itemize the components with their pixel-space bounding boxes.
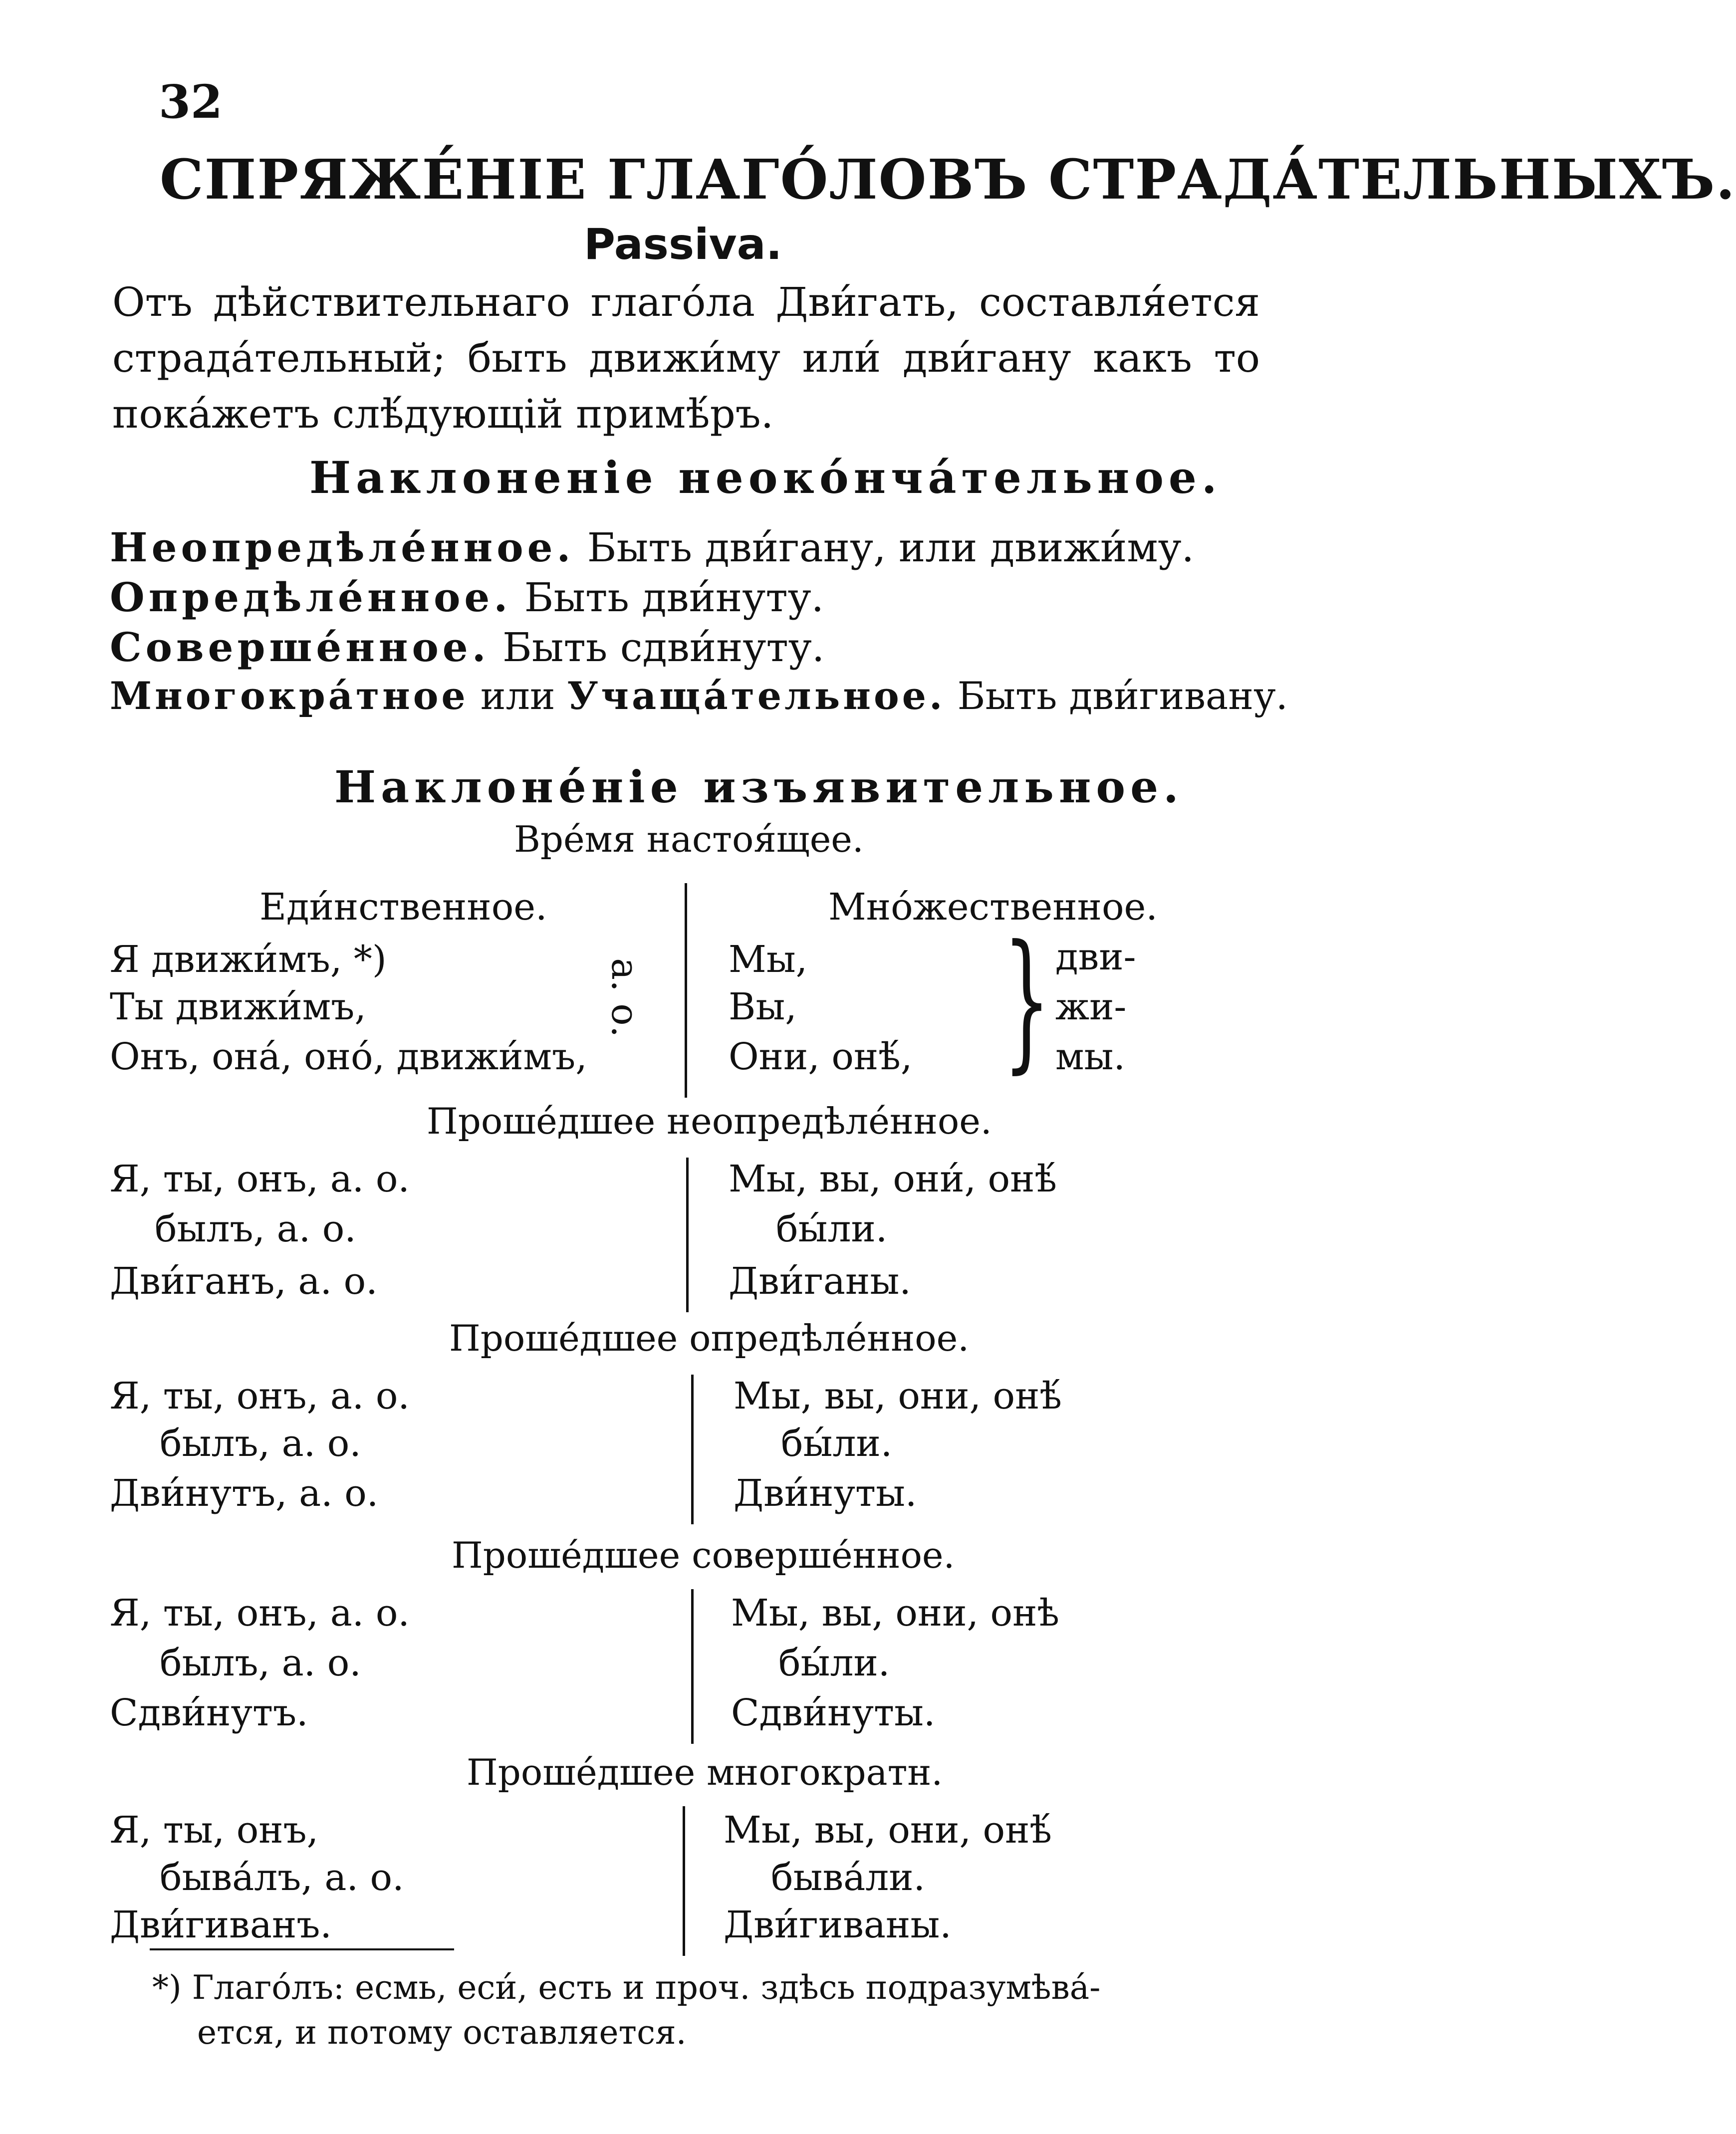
infinitive-row <box>110 674 1288 718</box>
present-sing-line: Ты движи́мъ, <box>110 985 366 1028</box>
tense-heading: Проше́дшее многократн. <box>467 1751 943 1793</box>
row-key: Соверше́нное. <box>110 624 490 671</box>
tense-left-line: былъ, а. о. <box>155 1207 356 1250</box>
row-mid: или <box>480 674 555 718</box>
tense-left-line: Дви́ганъ, а. о. <box>110 1260 378 1303</box>
tense-left-line: быва́лъ, а. о. <box>160 1856 404 1899</box>
page-subtitle: Passiva. <box>584 220 782 269</box>
tense-heading: Проше́дшее неопредѣле́нное. <box>427 1100 992 1142</box>
column-divider <box>683 1806 685 1956</box>
tense-left-line: Дви́гиванъ. <box>110 1903 332 1946</box>
tense-heading: Проше́дшее опредѣле́нное. <box>449 1317 970 1359</box>
column-divider <box>686 1158 689 1312</box>
present-sing-line: Онъ, она́, оно́, движи́мъ, <box>110 1035 587 1078</box>
tense-left-line: Я, ты, онъ, <box>110 1809 319 1852</box>
footnote-line: ется, и потому оставляется. <box>197 2013 687 2052</box>
tense-left-line: Я, ты, онъ, а. о. <box>110 1375 410 1418</box>
right-brace-icon: } <box>1003 913 1051 1087</box>
row-text: Быть дви́гану, или движи́му. <box>587 524 1195 571</box>
row-key: Неопредѣле́нное. <box>110 524 575 571</box>
singular-header: Еди́нственное. <box>259 886 547 929</box>
tense-right-line: Мы, вы, они, онѣ <box>731 1592 1060 1635</box>
tense-right-line: бы́ли. <box>776 1207 888 1250</box>
row-text: Быть сдви́нуту. <box>502 624 825 671</box>
tense-right-line: Мы, вы, они, онѣ́ <box>724 1809 1052 1852</box>
tense-right-line: Дви́нуты. <box>734 1472 917 1515</box>
tense-right-line: Мы, вы, они́, онѣ́ <box>729 1158 1057 1200</box>
gender-endings: а. о. <box>603 958 646 1038</box>
tense-right-line: быва́ли. <box>771 1856 926 1899</box>
present-sing-line: Я движи́мъ, *) <box>110 938 387 981</box>
tense-right-line: Дви́гиваны. <box>724 1903 952 1946</box>
row-text: Быть дви́нуту. <box>524 574 824 621</box>
column-divider <box>685 883 687 1098</box>
column-divider <box>691 1589 694 1744</box>
present-plur-verb: дви- <box>1055 936 1136 978</box>
tense-heading: Проше́дшее соверше́нное. <box>452 1534 955 1576</box>
footnote-line: *) Глаго́лъ: есмь, еси́, есть и проч. здѣсь подразумѣва́- <box>152 1968 1101 2007</box>
infinitive-row <box>110 624 824 671</box>
footnote-rule <box>150 1948 454 1950</box>
tense-left-line: Я, ты, онъ, а. о. <box>110 1158 410 1200</box>
page-title: СПРЯЖЕ́НІЕ ГЛАГО́ЛОВЪ СТРАДА́ТЕЛЬНЫХЪ. <box>160 147 1736 212</box>
tense-right-line: бы́ли. <box>778 1642 890 1684</box>
row-key: Опредѣле́нное. <box>110 574 512 621</box>
tense-right-line: бы́ли. <box>781 1422 893 1465</box>
indicative-heading: Наклоне́ніе изъявительное. <box>334 761 1184 813</box>
tense-right-line: Мы, вы, они, онѣ́ <box>734 1375 1062 1418</box>
tense-left-line: Я, ты, онъ, а. о. <box>110 1592 410 1635</box>
present-plur-line: Мы, <box>729 938 808 981</box>
present-plur-line: Вы, <box>729 985 797 1028</box>
present-plur-verb: жи- <box>1055 985 1127 1028</box>
tense-left-line: Сдви́нутъ. <box>110 1691 308 1734</box>
tense-left-line: былъ, а. о. <box>160 1422 361 1465</box>
infinitive-row <box>110 524 1194 571</box>
tense-left-line: Дви́нутъ, а. о. <box>110 1472 379 1515</box>
page-number: 32 <box>159 75 223 129</box>
infinitive-heading: Наклоненіе неоко́нча́тельное. <box>309 452 1222 503</box>
present-plur-verb: мы. <box>1055 1035 1125 1078</box>
row-key: Многокра́тное <box>110 674 469 718</box>
present-plur-line: Они, онѣ́, <box>729 1035 913 1078</box>
row-key2: Учаща́тельное. <box>567 674 946 718</box>
row-text: Быть дви́гивану. <box>957 674 1288 718</box>
infinitive-row <box>110 574 824 621</box>
present-heading: Вре́мя настоя́щее. <box>514 818 864 860</box>
tense-left-line: былъ, а. о. <box>160 1642 361 1684</box>
tense-right-line: Сдви́нуты. <box>731 1691 936 1734</box>
intro-paragraph: Отъ дѣйствительнаго глаго́ла Дви́гать, составля́ется страда́тельный; быть движи́му или́ дви́гану какъ то пока́жетъ слѣ́дующій примѣ́ръ. <box>112 279 1260 437</box>
tense-right-line: Дви́ганы. <box>729 1260 911 1303</box>
plural-header: Мно́жественное. <box>828 886 1158 929</box>
column-divider <box>691 1375 694 1524</box>
